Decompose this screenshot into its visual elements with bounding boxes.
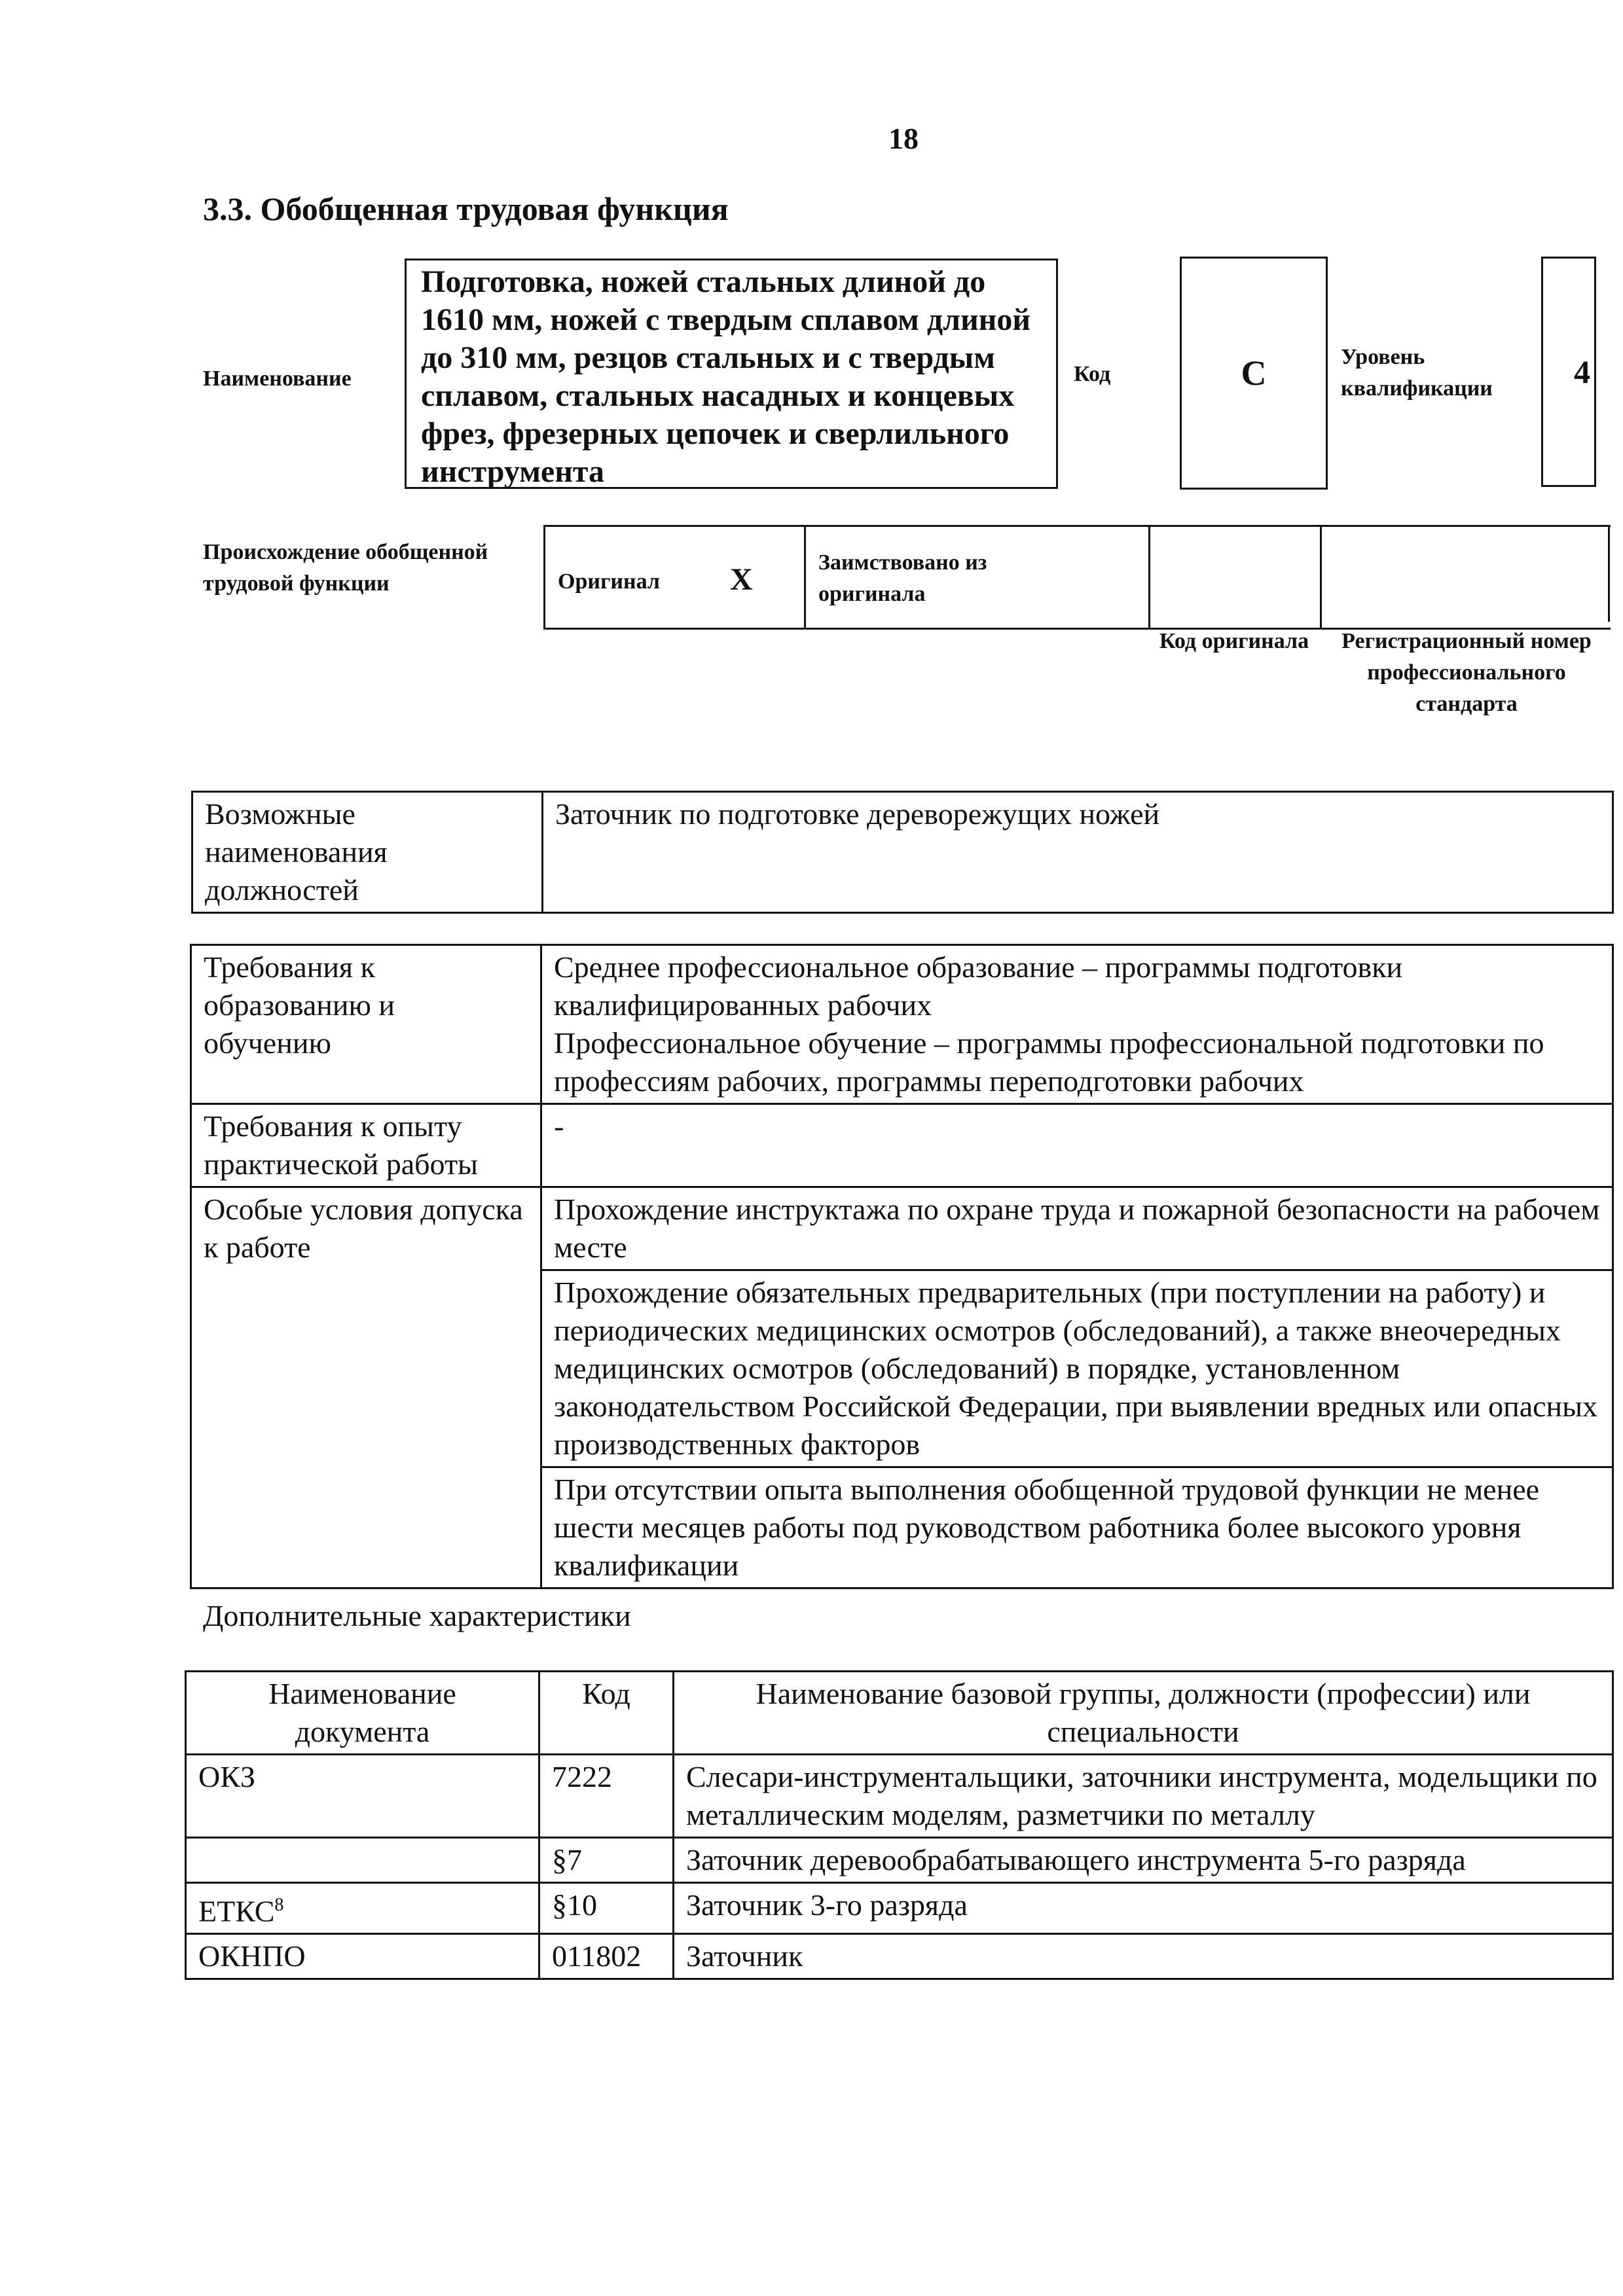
experience-value: - xyxy=(541,1104,1613,1187)
requirements-table xyxy=(190,944,1614,1589)
row-3-doc xyxy=(186,1883,539,1934)
positions-value: Заточник по подготовке дереворежущих ножей xyxy=(543,792,1613,913)
education-line-1: Среднее профессиональное образование – программы подготовки квалифицированных рабочих xyxy=(554,950,1403,1022)
row-3-code: §10 xyxy=(539,1883,674,1934)
positions-table xyxy=(191,791,1614,914)
original-mark: X xyxy=(730,562,753,597)
header-name: Наименование базовой группы, должности (профессии) или специальности xyxy=(674,1672,1613,1755)
header-code: Код xyxy=(539,1672,674,1755)
row-2-code: §7 xyxy=(539,1838,674,1883)
positions-label: Возможные наименования должностей xyxy=(192,792,543,913)
borrowed-label: Заимствовано из оригинала xyxy=(818,550,987,606)
level-box xyxy=(1541,257,1596,487)
additional-title: Дополнительные характеристики xyxy=(203,1599,631,1632)
experience-label: Требования к опыту практической работы xyxy=(191,1104,541,1187)
condition-2: Прохождение обязательных предварительных (при поступлении на работу) и периодических медицинских осмотров (обследований), а также внеочередных медицинских осмотров (обследований) в порядке, установленном законодательством Российской Федерации, при выявлении вредных или опасных производственных факторов xyxy=(541,1270,1613,1467)
original-label: Оригинал xyxy=(558,569,660,594)
row-3-doc-text: ЕТКС xyxy=(198,1894,275,1928)
education-line-2: Профессиональное обучение – программы профессиональной подготовки по профессиям рабочих, программы переподготовки рабочих xyxy=(554,1026,1544,1098)
additional-table xyxy=(185,1670,1614,1980)
row-1-code: 7222 xyxy=(539,1755,674,1838)
row-4-code: 011802 xyxy=(539,1934,674,1979)
row-3-doc-footnote: 8 xyxy=(274,1895,284,1915)
origin-divider-4 xyxy=(1608,525,1610,622)
origin-divider-2 xyxy=(1148,525,1150,630)
level-label: Уровень квалификации xyxy=(1341,345,1493,401)
row-1-doc: ОКЗ xyxy=(186,1755,539,1838)
row-3-name: Заточник 3-го разряда xyxy=(674,1883,1613,1934)
code-box xyxy=(1180,257,1328,490)
row-2-doc xyxy=(186,1838,539,1883)
origin-divider-1 xyxy=(804,525,806,630)
origin-divider-3 xyxy=(1320,525,1322,630)
reg-number-caption: Регистрационный номер профессионального стандарта xyxy=(1341,629,1592,716)
name-value: Подготовка, ножей стальных длиной до 1610 мм, ножей с твердым сплавом длиной до 310 мм, резцов стальных и с твердым сплавом, стальных насадных и концевых фрез, фрезерных цепочек и сверлильного инструмента xyxy=(421,264,1031,489)
row-1-name: Слесари-инструментальщики, заточники инструмента, модельщики по металлическим моделям, разметчики по металлу xyxy=(674,1755,1613,1838)
conditions-label: Особые условия допуска к работе xyxy=(191,1187,541,1588)
row-2-name: Заточник деревообрабатывающего инструмента 5-го разряда xyxy=(674,1838,1613,1883)
condition-3: При отсутствии опыта выполнения обобщенной трудовой функции не менее шести месяцев работы под руководством работника более высокого уровня квалификации xyxy=(541,1467,1613,1588)
education-label: Требования к образованию и обучению xyxy=(191,945,541,1104)
code-value: C xyxy=(1241,353,1267,393)
row-4-doc: ОКНПО xyxy=(186,1934,539,1979)
section-title: 3.3. Обобщенная трудовая функция xyxy=(203,190,729,227)
level-value: 4 xyxy=(1574,353,1590,390)
code-label: Код xyxy=(1074,362,1111,386)
code-original-caption: Код оригинала xyxy=(1159,629,1309,653)
origin-label: Происхождение обобщенной трудовой функции xyxy=(203,540,488,596)
name-box xyxy=(405,259,1058,489)
education-cell xyxy=(541,945,1613,1104)
name-label: Наименование xyxy=(203,367,352,391)
row-4-name: Заточник xyxy=(674,1934,1613,1979)
header-document: Наименование документа xyxy=(186,1672,539,1755)
page-number: 18 xyxy=(888,122,919,155)
condition-1: Прохождение инструктажа по охране труда и пожарной безопасности на рабочем месте xyxy=(541,1187,1613,1270)
